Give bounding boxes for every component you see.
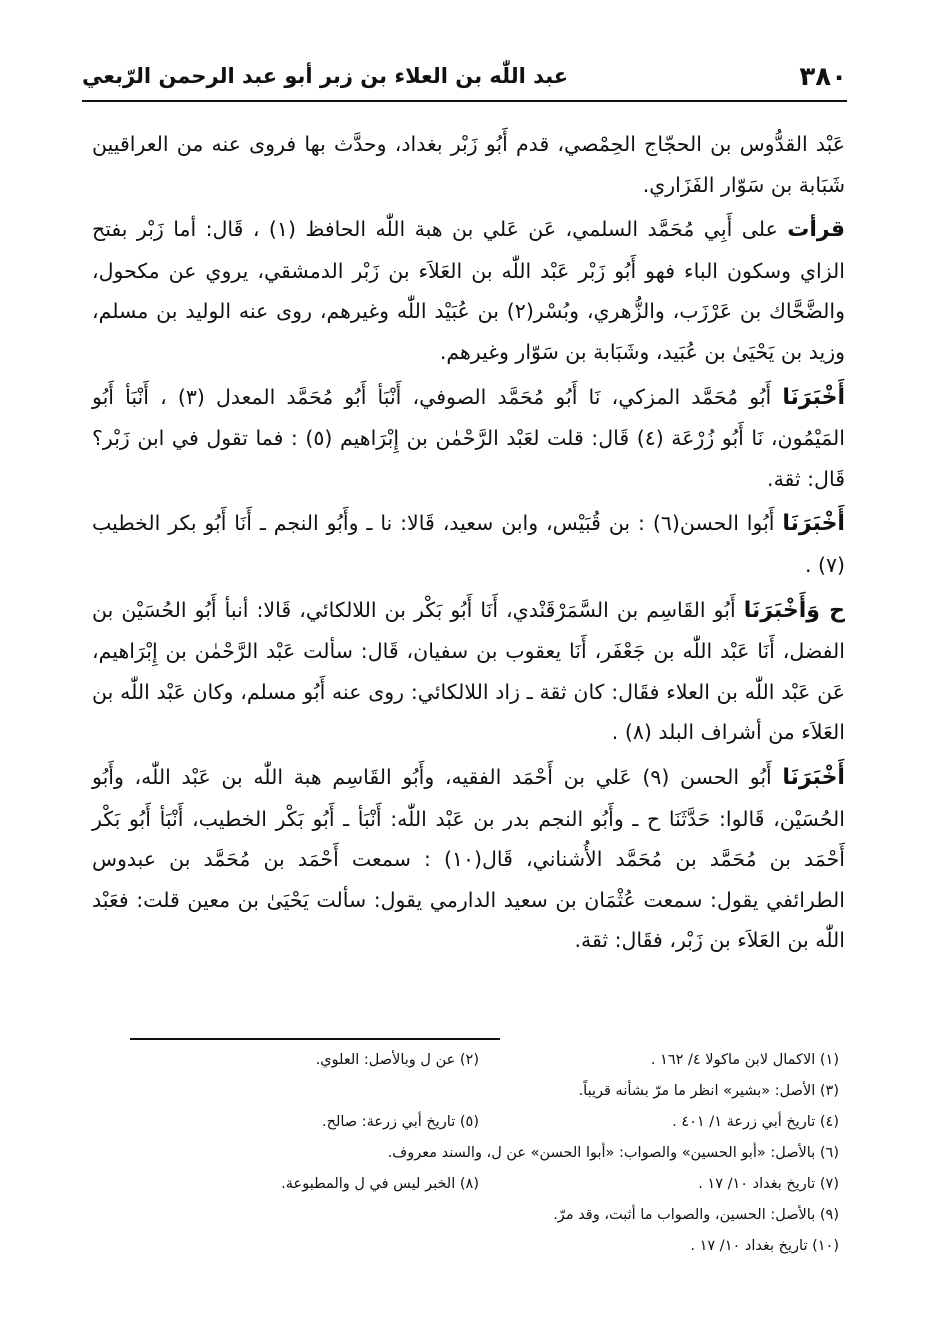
footnote: (٧) تاريخ بغداد ١٠/ ١٧ . [698, 1176, 839, 1192]
paragraph-text: أَبُو القَاسِم بن السَّمَرْقَنْدي، أَنَا أَبُو بَكْر بن اللالكائي، قَالا: أنبأ أَبُو الحُسَيْن بن الفضل، أَنَا عَبْد اللّٰه بن جَعْفَر، أَنَا يعقوب بن سفيان، قَال: سألت عَبْد الرَّحْمٰن بن إِبْرَاهيم، عَن عَبْد اللّٰه بن العلاء فقَال: كان ثقة ـ زاد اللالكائي: روى عنه أَبُو مسلم، وكان عَبْد اللّٰه بن العَلاَء من أشراف البلد (٨) . [92, 597, 845, 745]
footnote: (١) الاكمال لابن ماكولا ٤/ ١٦٢ . [650, 1052, 839, 1068]
running-title: عبد اللّٰه بن العلاء بن زبر أبو عبد الرحمن الرّبعي [82, 64, 569, 88]
footnote: (٤) تاريخ أبي زرعة ١/ ٤٠١ . [672, 1114, 839, 1130]
footnote: (٦) بالأصل: «أبو الحسين» والصواب: «أبوا الحسن» عن ل، والسند معروف. [387, 1145, 839, 1161]
paragraph [92, 377, 845, 500]
page-header [82, 58, 847, 96]
footnote: (٨) الخبر ليس في ل والمطبوعة. [281, 1176, 479, 1192]
footnote-row [130, 1234, 839, 1265]
paragraph-text: أَبُو مُحَمَّد المزكي، نَا أَبُو مُحَمَّد الصوفي، أَنْبَأ أَبُو مُحَمَّد المعدل (٣) ، أَنْبَأ أَبُو المَيْمُون، نَا أَبُو زُرْعَة (٤) قَال: قلت لعَبْد الرَّحْمٰن بن إِبْرَاهيم (٥) : فما تقول في ابن زَبْر؟ قَال: ثقة. [92, 384, 846, 491]
paragraph-lead-word: أَخْبَرَنَا [782, 384, 845, 410]
footnote-row [130, 1079, 839, 1110]
paragraph [92, 124, 845, 205]
paragraph-lead-word: ح وَأَخْبَرَنَا [743, 597, 845, 623]
paragraph [92, 209, 845, 372]
footnote: (٩) بالأصل: الحسين، والصواب ما أثبت، وقد مرّ. [553, 1207, 839, 1223]
paragraph-text: أَبُو الحسن (٩) عَلي بن أَحْمَد الفقيه، وأَبُو القَاسِم هبة اللّٰه بن عَبْد اللّٰه، وأَبُو الحُسَيْن، قَالوا: حَدَّثَنَا ح ـ وأَبُو النجم بدر بن عَبْد اللّٰه: أَنْبَأ ـ أَبُو بَكْر الخطيب، أَنْبَأ أَبُو بَكْر أَحْمَد بن مُحَمَّد بن مُحَمَّد الأُشناني، قَال(١٠) : سمعت أَحْمَد بن مُحَمَّد بن عبدوس الطرائفي يقول: سمعت عُثْمَان بن سعيد الدارمي يقول: سألت يَحْيَىٰ بن معين قلت: فعَبْد اللّٰه بن العَلاَء بن زَبْر، فقَال: ثقة. [92, 764, 845, 953]
footnote-rule [130, 1038, 500, 1040]
page-number: ٣٨٠ [799, 62, 847, 92]
footnotes [130, 1048, 839, 1265]
footnote-row [130, 1172, 839, 1203]
paragraph [92, 757, 845, 961]
paragraph [92, 590, 845, 753]
footnote-row [130, 1048, 839, 1079]
paragraph-text: على أَبِي مُحَمَّد السلمي، عَن عَلي بن هبة اللّٰه الحافظ (١) ، قَال: أما زَبْر بفتح الزاي وسكون الباء فهو أَبُو زَبْر عَبْد اللّٰه بن العَلاَء بن زَبْر الدمشقي، يروي عن مكحول، والضَّحَّاك بن عَرْزَب، والزُّهري، وبُسْر(٢) بن عُبَيْد اللّٰه وغيرهم، روى عنه الوليد بن مسلم، وزيد بن يَحْيَىٰ بن عُبَيد، وشَبَابة بن سَوّار وغيرهم. [92, 217, 845, 364]
footnote: (١٠) تاريخ بغداد ١٠/ ١٧ . [690, 1238, 839, 1254]
header-rule [82, 100, 847, 102]
footnote: (٣) الأصل: «بشير» انظر ما مرّ بشأنه قريباً. [578, 1083, 839, 1099]
paragraph [92, 503, 845, 585]
footnote-row [130, 1203, 839, 1234]
paragraph-lead-word: أَخْبَرَنَا [782, 764, 845, 790]
footnote-row [130, 1141, 839, 1172]
paragraph-text: عَبْد القدُّوس بن الحجّاج الحِمْصي، قدم أَبُو زَبْر بغداد، وحدَّث بها فروى عنه من العراقيين شَبَابة بن سَوّار الفَزَاري. [92, 132, 845, 197]
paragraph-lead-word: أَخْبَرَنَا [782, 511, 845, 537]
main-text [92, 124, 845, 965]
paragraph-text: أَبُوا الحسن(٦) : بن قُبَيْس، وابن سعيد، قَالا: نا ـ وأَبُو النجم ـ أَنَا أَبُو بكر الخطيب (٧) . [92, 511, 845, 577]
footnote: (٥) تاريخ أبي زرعة: صالح. [322, 1114, 479, 1130]
footnote-row [130, 1110, 839, 1141]
footnote: (٢) عن ل وبالأصل: العلوي. [315, 1052, 479, 1068]
paragraph-lead-word: قرأت [787, 217, 845, 243]
